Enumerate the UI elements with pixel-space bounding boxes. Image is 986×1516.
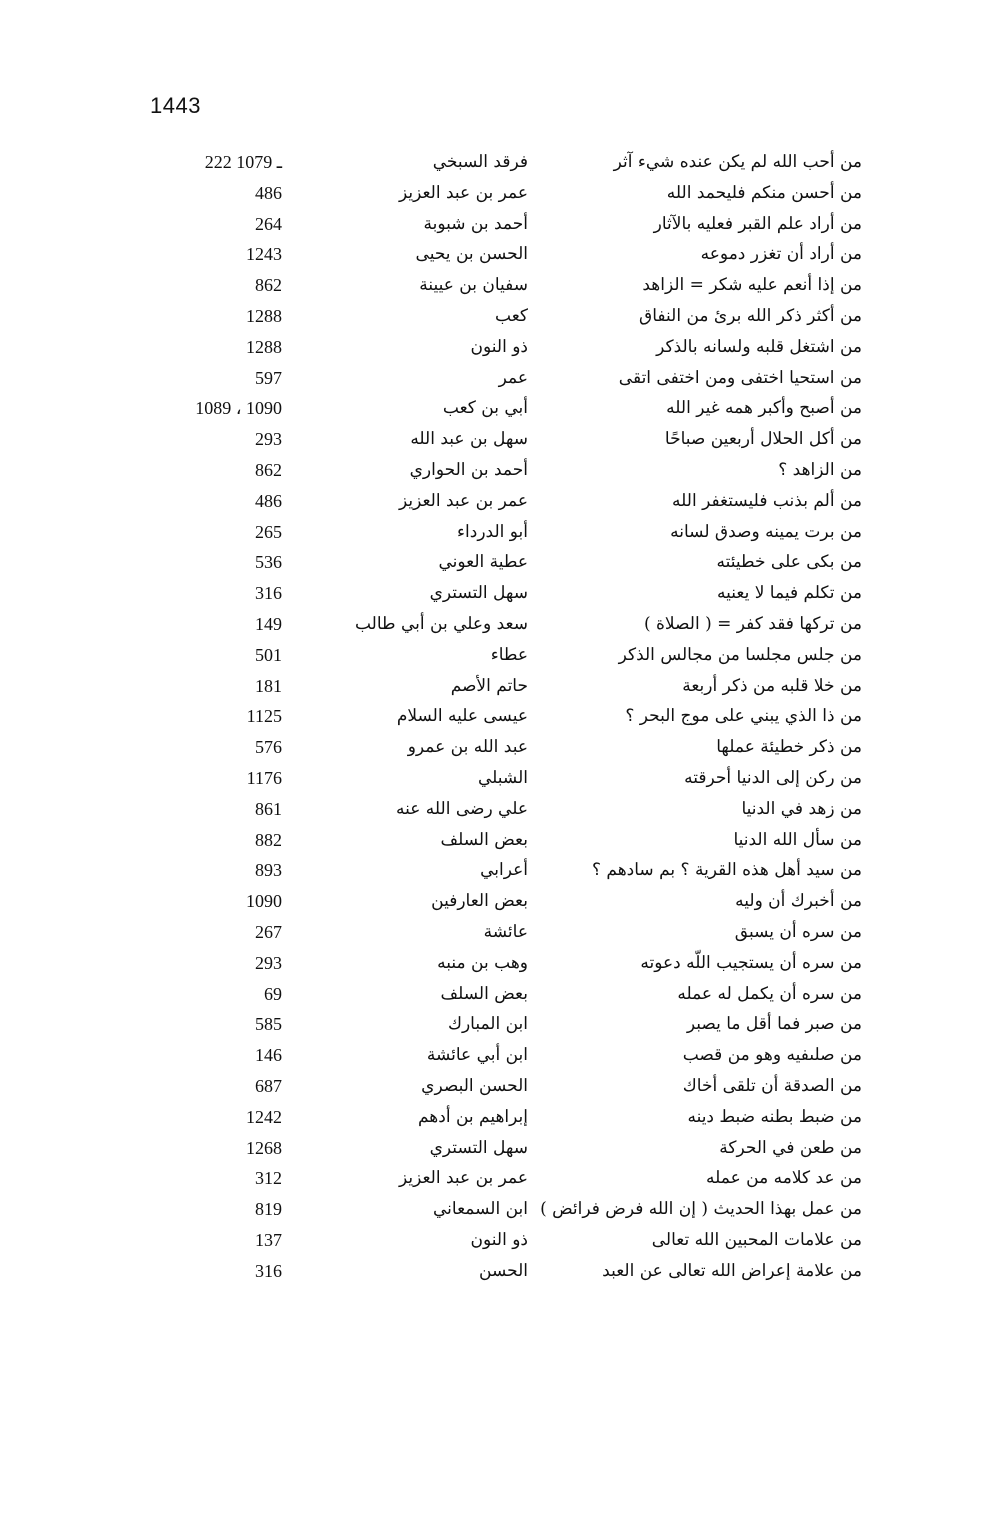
entry-pages: 1268 bbox=[246, 1137, 282, 1158]
entry-pages: 486 bbox=[255, 182, 282, 203]
entry-narrator: عطية العوني bbox=[438, 552, 528, 573]
index-table bbox=[150, 147, 862, 1286]
entry-phrase: من تكلم فيما لا يعنيه bbox=[717, 583, 862, 604]
entry-pages: 312 bbox=[255, 1168, 282, 1189]
entry-pages: 862 bbox=[255, 459, 282, 480]
entry-pages: 597 bbox=[255, 367, 282, 388]
index-entry bbox=[150, 671, 862, 702]
entry-narrator: إبراهيم بن أدهم bbox=[417, 1106, 528, 1127]
index-entry bbox=[150, 1040, 862, 1071]
entry-narrator: بعض السلف bbox=[440, 829, 528, 850]
entry-pages: 882 bbox=[255, 829, 282, 850]
page-number: 1443 bbox=[150, 93, 201, 118]
entry-phrase: من أحسن منكم فليحمد الله bbox=[666, 182, 862, 203]
entry-pages: 1090 bbox=[246, 891, 282, 912]
entry-pages: 1089 ، 1090 bbox=[195, 398, 282, 419]
entry-pages: 536 bbox=[255, 552, 282, 573]
entry-narrator: سهل التستري bbox=[429, 583, 528, 604]
entry-narrator: عيسى عليه السلام bbox=[396, 706, 528, 727]
entry-narrator: وهب بن منبه bbox=[437, 952, 528, 973]
entry-pages: 1176 bbox=[246, 767, 282, 788]
entry-narrator: عطاء bbox=[490, 644, 528, 665]
entry-narrator: فرقد السبخي bbox=[432, 152, 528, 172]
entry-phrase: من أكثر ذكر الله برئ من النفاق bbox=[639, 305, 862, 326]
index-entry bbox=[150, 1133, 862, 1164]
entry-phrase: من خلا قلبه من ذكر أربعة bbox=[682, 675, 862, 696]
entry-narrator: عمر بن عبد العزيز bbox=[398, 1168, 528, 1189]
entry-narrator: أعرابي bbox=[480, 860, 528, 881]
entry-narrator: ابن أبي عائشة bbox=[426, 1045, 528, 1066]
entry-phrase: من الصدقة أن تلقى أخاك bbox=[682, 1075, 862, 1096]
index-entry bbox=[150, 1071, 862, 1102]
entry-pages: 222 ـ 1079 bbox=[204, 152, 282, 172]
index-entry bbox=[150, 547, 862, 578]
entry-pages: 69 bbox=[264, 983, 282, 1004]
index-entry bbox=[150, 1194, 862, 1225]
index-entry bbox=[150, 979, 862, 1010]
entry-narrator: سعد وعلي بن أبي طالب bbox=[354, 613, 528, 634]
entry-narrator: أبي بن كعب bbox=[442, 398, 528, 419]
index-entry bbox=[150, 239, 862, 270]
entry-narrator: كعب bbox=[495, 305, 528, 326]
entry-pages: 265 bbox=[255, 521, 282, 542]
index-entry bbox=[150, 270, 862, 301]
entry-pages: 293 bbox=[255, 429, 282, 450]
entry-phrase: من زهد في الدنيا bbox=[741, 798, 862, 819]
entry-narrator: ذو النون bbox=[470, 1229, 528, 1250]
entry-phrase: من تركها فقد كفر = ( الصلاة ) bbox=[643, 613, 862, 634]
entry-narrator: الحسن بن يحيى bbox=[415, 244, 528, 265]
entry-narrator: عبد الله بن عمرو bbox=[407, 737, 528, 758]
entry-narrator: عمر بن عبد العزيز bbox=[398, 490, 528, 511]
entry-phrase: من بكى على خطيئته bbox=[716, 552, 862, 573]
entry-pages: 576 bbox=[255, 737, 282, 758]
entry-narrator: بعض السلف bbox=[440, 983, 528, 1004]
entry-pages: 893 bbox=[255, 860, 282, 881]
entry-phrase: من ذكر خطيئة عملها bbox=[716, 737, 862, 758]
index-entry bbox=[150, 363, 862, 394]
entry-pages: 1243 bbox=[246, 244, 282, 265]
index-entry bbox=[150, 701, 862, 732]
entry-pages: 585 bbox=[255, 1014, 282, 1035]
entry-narrator: عائشة bbox=[483, 921, 528, 942]
entry-pages: 486 bbox=[255, 490, 282, 511]
entry-narrator: سفيان بن عيينة bbox=[419, 275, 528, 296]
entry-phrase: من علامات المحبين الله تعالى bbox=[651, 1229, 862, 1250]
entry-narrator: أبو الدرداء bbox=[457, 521, 528, 542]
entry-narrator: أحمد بن شبوبة bbox=[423, 213, 528, 234]
index-entry bbox=[150, 794, 862, 825]
index-entry bbox=[150, 301, 862, 332]
entry-phrase: من أصبح وأكبر همه غير الله bbox=[666, 398, 862, 419]
index-entry bbox=[150, 1256, 862, 1287]
entry-pages: 264 bbox=[255, 213, 282, 234]
index-entry bbox=[150, 640, 862, 671]
entry-phrase: من ركن إلى الدنيا أحرقته bbox=[684, 767, 862, 788]
entry-phrase: من طعن في الحركة bbox=[719, 1137, 862, 1158]
entry-narrator: الشبلي bbox=[478, 767, 528, 788]
entry-phrase: من ذا الذي يبني على موج البحر ؟ bbox=[625, 706, 862, 727]
entry-narrator: عمر bbox=[498, 367, 528, 388]
entry-narrator: الحسن bbox=[479, 1260, 528, 1281]
index-entry bbox=[150, 917, 862, 948]
entry-pages: 267 bbox=[255, 921, 282, 942]
index-entry bbox=[150, 1009, 862, 1040]
index-entry bbox=[150, 855, 862, 886]
entry-pages: 316 bbox=[255, 1260, 282, 1281]
index-entry bbox=[150, 948, 862, 979]
entry-phrase: من أراد أن تغزر دموعه bbox=[700, 244, 862, 265]
index-entry bbox=[150, 763, 862, 794]
entry-phrase: من أحب الله لم يكن عنده شيء آثر bbox=[613, 152, 862, 172]
index-entry bbox=[150, 825, 862, 856]
entry-narrator: سهل التستري bbox=[429, 1137, 528, 1158]
entry-phrase: من سره أن يسبق bbox=[734, 921, 862, 942]
entry-phrase: من صلىفيه وهو من قصب bbox=[682, 1045, 862, 1066]
entry-narrator: ذو النون bbox=[470, 336, 528, 357]
index-entry bbox=[150, 332, 862, 363]
entry-phrase: من سأل الله الدنيا bbox=[733, 829, 862, 850]
entry-narrator: أحمد بن الحواري bbox=[409, 459, 528, 480]
entry-pages: 861 bbox=[255, 798, 282, 819]
index-entry bbox=[150, 147, 862, 178]
entry-phrase: من إذا أنعم عليه شكر = الزاهد bbox=[642, 275, 862, 296]
entry-narrator: عمر بن عبد العزيز bbox=[398, 182, 528, 203]
entry-phrase: من أراد علم القبر فعليه بالآثار bbox=[653, 213, 862, 234]
entry-phrase: من برت يمينه وصدق لسانه bbox=[670, 521, 862, 542]
entry-phrase: من علامة إعراض الله تعالى عن العبد bbox=[602, 1260, 862, 1281]
entry-pages: 1242 bbox=[246, 1106, 282, 1127]
index-entry bbox=[150, 393, 862, 424]
entry-pages: 501 bbox=[255, 644, 282, 665]
entry-pages: 293 bbox=[255, 952, 282, 973]
entry-pages: 181 bbox=[255, 675, 282, 696]
entry-phrase: من سره أن يستجيب اللّه دعوته bbox=[640, 952, 862, 973]
entry-phrase: من الزاهد ؟ bbox=[778, 459, 862, 480]
index-entry bbox=[150, 609, 862, 640]
entry-pages: 819 bbox=[255, 1199, 282, 1220]
entry-pages: 146 bbox=[255, 1045, 282, 1066]
entry-phrase: من سره أن يكمل له عمله bbox=[677, 983, 862, 1004]
entry-narrator: بعض العارفين bbox=[431, 891, 528, 912]
entry-phrase: من عد كلامه من عمله bbox=[706, 1168, 862, 1189]
entry-phrase: من اشتغل قلبه ولسانه بالذكر bbox=[656, 336, 862, 357]
entry-pages: 862 bbox=[255, 275, 282, 296]
index-entry bbox=[150, 1163, 862, 1194]
entry-phrase: من عمل بهذا الحديث ( إن الله فرض فرائض ) bbox=[540, 1199, 862, 1220]
entry-pages: 316 bbox=[255, 583, 282, 604]
index-entry bbox=[150, 1225, 862, 1256]
entry-pages: 687 bbox=[255, 1075, 282, 1096]
entry-pages: 137 bbox=[255, 1229, 282, 1250]
entry-phrase: من جلس مجلسا من مجالس الذكر bbox=[618, 644, 862, 665]
index-entry bbox=[150, 455, 862, 486]
entry-pages: 1288 bbox=[246, 305, 282, 326]
entry-phrase: من استحيا اختفى ومن اختفى اتقى bbox=[618, 367, 862, 388]
index-entry bbox=[150, 209, 862, 240]
entry-pages: 1125 bbox=[246, 706, 282, 727]
entry-narrator: حاتم الأصم bbox=[450, 675, 528, 696]
entry-narrator: ابن المبارك bbox=[447, 1014, 528, 1035]
entry-phrase: من صبر فما أقل ما يصبر bbox=[686, 1014, 862, 1035]
index-entry bbox=[150, 486, 862, 517]
entry-narrator: سهل بن عبد الله bbox=[410, 429, 528, 450]
index-entry bbox=[150, 517, 862, 548]
index-entry bbox=[150, 1102, 862, 1133]
index-entry bbox=[150, 424, 862, 455]
entry-phrase: من ضبط بطنه ضبط دينه bbox=[687, 1106, 862, 1127]
entry-narrator: الحسن البصري bbox=[421, 1075, 528, 1096]
entry-phrase: من ألم بذنب فليستغفر الله bbox=[672, 490, 862, 511]
index-entry bbox=[150, 886, 862, 917]
entry-phrase: من أخبرك أن وليه bbox=[735, 891, 862, 912]
entry-narrator: علي رضى الله عنه bbox=[396, 798, 528, 819]
entry-pages: 1288 bbox=[246, 336, 282, 357]
entry-phrase: من أكل الحلال أربعين صباحًا bbox=[664, 429, 862, 450]
index-entry bbox=[150, 178, 862, 209]
index-entry bbox=[150, 732, 862, 763]
entry-phrase: من سيد أهل هذه القرية ؟ بم سادهم ؟ bbox=[591, 860, 862, 881]
entry-narrator: ابن السمعاني bbox=[433, 1199, 528, 1220]
index-entry bbox=[150, 578, 862, 609]
entry-pages: 149 bbox=[255, 613, 282, 634]
